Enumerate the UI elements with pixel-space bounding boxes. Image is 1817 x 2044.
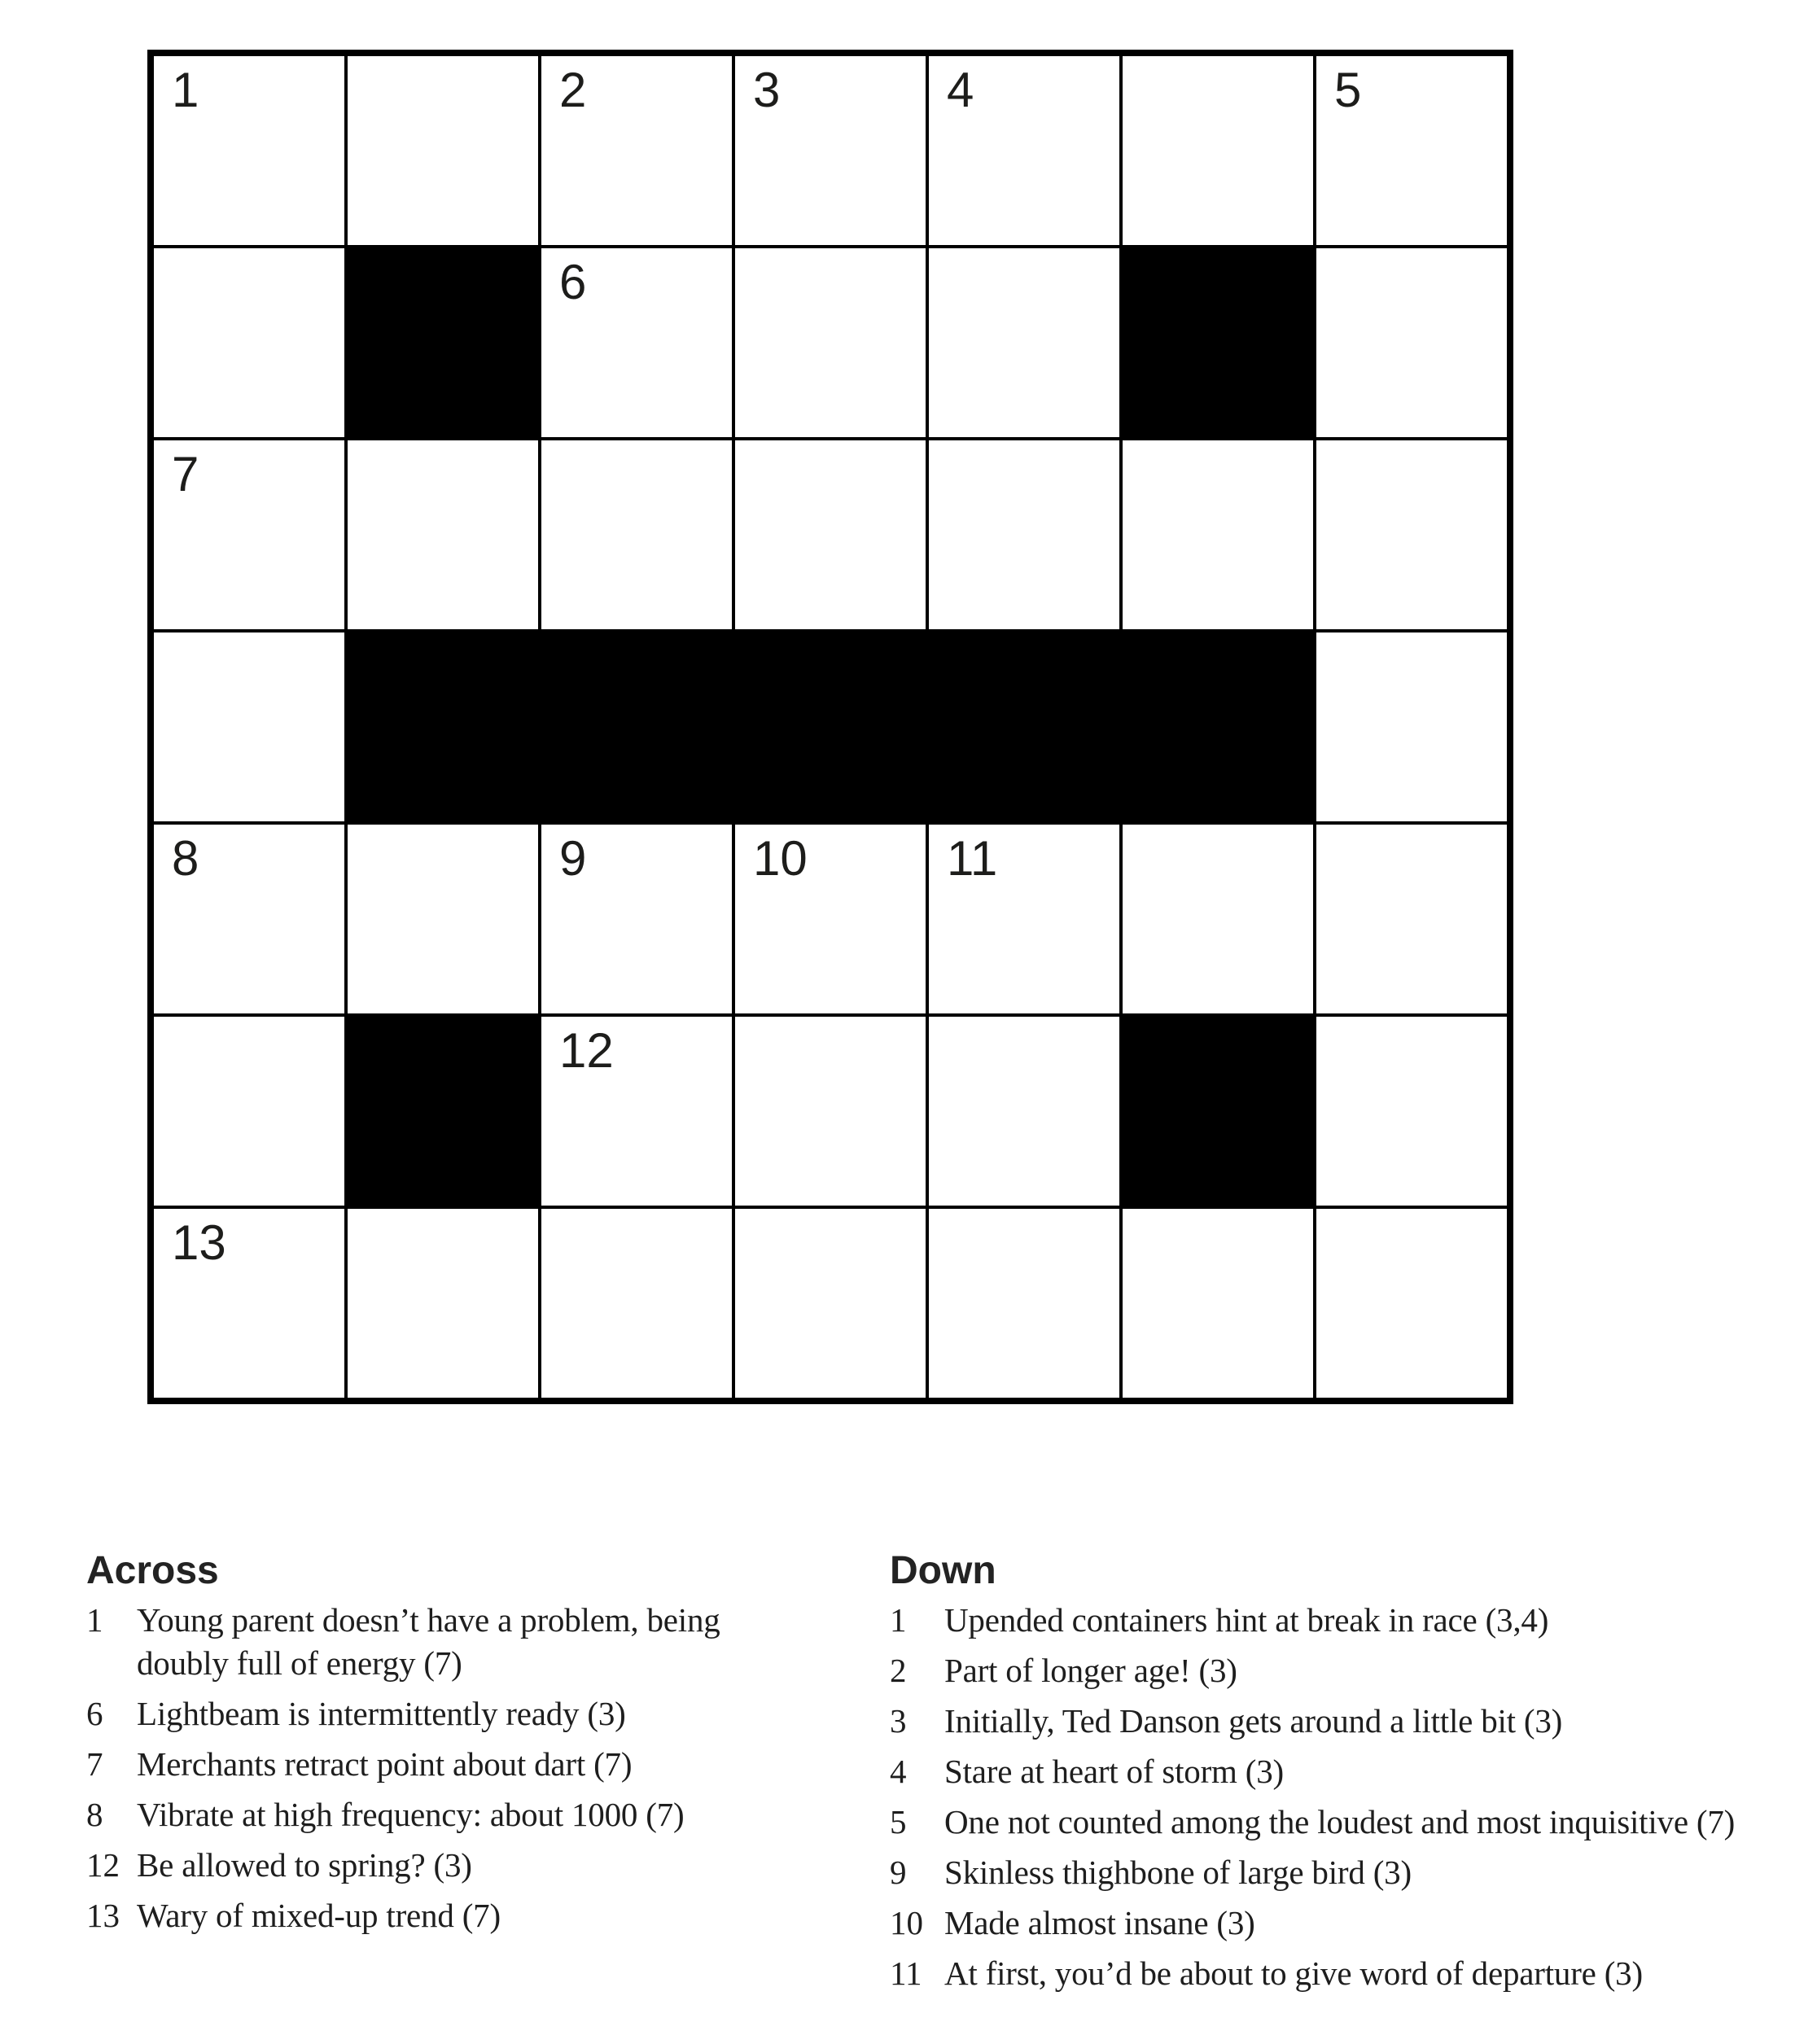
clue-across-7 <box>86 1743 884 1786</box>
clue-text-line: Upended containers hint at break in race (3,4) <box>944 1601 1549 1639</box>
clue-text <box>137 1894 884 1937</box>
clue-text-line: Lightbeam is intermittently ready (3) <box>137 1695 626 1732</box>
clue-text-line: doubly full of energy (7) <box>137 1644 462 1682</box>
grid-cell-r7c5[interactable] <box>927 1207 1121 1399</box>
clue-number: 5 <box>890 1803 907 1840</box>
grid-cell-r1c6[interactable] <box>1121 55 1315 247</box>
across-header: Across <box>86 1549 219 1592</box>
grid-cell-r7c6[interactable] <box>1121 1207 1315 1399</box>
clue-text <box>137 1599 884 1685</box>
grid-cell-r7c7[interactable] <box>1315 1207 1508 1399</box>
clue-text-line: One not counted among the loudest and most inquisitive (7) <box>944 1803 1736 1840</box>
clue-text <box>137 1793 884 1836</box>
clue-number: 11 <box>890 1954 922 1992</box>
cell-number-13: 13 <box>172 1215 226 1270</box>
clue-across-6 <box>86 1692 884 1735</box>
cell-number-9: 9 <box>559 831 587 886</box>
black-cell-r4c5 <box>927 631 1121 823</box>
down-header: Down <box>890 1549 996 1592</box>
down-section <box>890 1548 1817 2002</box>
grid-cell-r6c3[interactable] <box>540 1015 733 1207</box>
black-cell-r2c6 <box>1121 247 1315 439</box>
clue-text-line: Stare at heart of storm (3) <box>944 1753 1284 1790</box>
black-cell-r6c6 <box>1121 1015 1315 1207</box>
clue-number: 10 <box>890 1904 923 1941</box>
cell-number-7: 7 <box>172 447 199 501</box>
clue-text <box>137 1743 884 1786</box>
clue-text <box>944 1700 1817 1743</box>
grid-cell-r2c1[interactable] <box>152 247 346 439</box>
grid-cell-r3c1[interactable] <box>152 439 346 631</box>
grid-cell-r3c4[interactable] <box>733 439 927 631</box>
clue-down-2 <box>890 1649 1817 1692</box>
clue-text-line: Young parent doesn’t have a problem, being <box>137 1601 720 1639</box>
clue-number: 3 <box>890 1702 907 1740</box>
clue-text-line: Skinless thighbone of large bird (3) <box>944 1854 1412 1891</box>
clue-text <box>137 1844 884 1887</box>
clue-text-line: Merchants retract point about dart (7) <box>137 1745 633 1783</box>
clue-across-12 <box>86 1844 884 1887</box>
clue-down-4 <box>890 1750 1817 1793</box>
clue-text-line: Be allowed to spring? (3) <box>137 1846 472 1884</box>
grid-cell-r3c3[interactable] <box>540 439 733 631</box>
black-cell-r4c3 <box>540 631 733 823</box>
clue-across-1 <box>86 1599 884 1685</box>
grid-cell-r3c6[interactable] <box>1121 439 1315 631</box>
clue-number: 13 <box>86 1897 120 1934</box>
across-clue-list <box>86 1599 884 1937</box>
clue-number: 6 <box>86 1695 103 1732</box>
grid-cell-r6c1[interactable] <box>152 1015 346 1207</box>
grid-cell-r1c2[interactable] <box>346 55 540 247</box>
grid-cell-r5c5[interactable] <box>927 823 1121 1015</box>
grid-cell-r2c4[interactable] <box>733 247 927 439</box>
grid-cell-r5c7[interactable] <box>1315 823 1508 1015</box>
clue-across-8 <box>86 1793 884 1836</box>
grid-cell-r3c5[interactable] <box>927 439 1121 631</box>
clue-down-9 <box>890 1851 1817 1894</box>
grid-cell-r7c2[interactable] <box>346 1207 540 1399</box>
cell-number-8: 8 <box>172 831 199 886</box>
grid-cell-r2c3[interactable] <box>540 247 733 439</box>
clue-number: 12 <box>86 1846 120 1884</box>
grid-cell-r6c5[interactable] <box>927 1015 1121 1207</box>
cell-number-12: 12 <box>559 1023 614 1078</box>
grid-cell-r1c4[interactable] <box>733 55 927 247</box>
black-cell-r6c2 <box>346 1015 540 1207</box>
clue-text <box>944 1750 1817 1793</box>
grid-cell-r7c4[interactable] <box>733 1207 927 1399</box>
grid-cell-r5c1[interactable] <box>152 823 346 1015</box>
clue-text-line: At first, you’d be about to give word of departure (3) <box>944 1954 1643 1992</box>
clue-number: 2 <box>890 1652 907 1689</box>
grid-cell-r2c7[interactable] <box>1315 247 1508 439</box>
grid-cell-r1c7[interactable] <box>1315 55 1508 247</box>
clue-text-line: Vibrate at high frequency: about 1000 (7) <box>137 1796 685 1833</box>
cell-number-3: 3 <box>753 63 781 117</box>
grid-cell-r4c7[interactable] <box>1315 631 1508 823</box>
clue-text <box>944 1952 1817 1995</box>
clue-down-11 <box>890 1952 1817 1995</box>
crossword-grid <box>147 50 1513 1404</box>
grid-cell-r1c3[interactable] <box>540 55 733 247</box>
black-cell-r2c2 <box>346 247 540 439</box>
clue-text-line: Made almost insane (3) <box>944 1904 1255 1941</box>
grid-cell-r2c5[interactable] <box>927 247 1121 439</box>
clue-down-3 <box>890 1700 1817 1743</box>
clue-text <box>944 1902 1817 1945</box>
grid-cell-r6c4[interactable] <box>733 1015 927 1207</box>
black-cell-r4c4 <box>733 631 927 823</box>
clue-number: 9 <box>890 1854 907 1891</box>
clue-text-line: Part of longer age! (3) <box>944 1652 1237 1689</box>
grid-cell-r5c3[interactable] <box>540 823 733 1015</box>
grid-cell-r1c5[interactable] <box>927 55 1121 247</box>
grid-cell-r3c2[interactable] <box>346 439 540 631</box>
cell-number-5: 5 <box>1334 63 1362 117</box>
clue-text <box>944 1599 1817 1642</box>
clue-down-1 <box>890 1599 1817 1642</box>
clue-down-5 <box>890 1801 1817 1844</box>
grid-cell-r1c1[interactable] <box>152 55 346 247</box>
clue-down-10 <box>890 1902 1817 1945</box>
grid-cell-r7c1[interactable] <box>152 1207 346 1399</box>
clue-text <box>944 1851 1817 1894</box>
clue-text <box>137 1692 884 1735</box>
black-cell-r4c6 <box>1121 631 1315 823</box>
grid-cell-r3c7[interactable] <box>1315 439 1508 631</box>
grid-cell-r6c7[interactable] <box>1315 1015 1508 1207</box>
across-section <box>86 1548 884 1945</box>
cell-number-6: 6 <box>559 255 587 309</box>
cell-number-4: 4 <box>947 63 974 117</box>
clue-number: 8 <box>86 1796 103 1833</box>
grid-cell-r5c4[interactable] <box>733 823 927 1015</box>
grid-cell-r4c1[interactable] <box>152 631 346 823</box>
clue-across-13 <box>86 1894 884 1937</box>
cell-number-10: 10 <box>753 831 808 886</box>
clue-text-line: Wary of mixed-up trend (7) <box>137 1897 501 1934</box>
clue-number: 1 <box>86 1601 103 1639</box>
cell-number-11: 11 <box>947 831 998 886</box>
grid-cell-r5c2[interactable] <box>346 823 540 1015</box>
down-clue-list <box>890 1599 1817 1995</box>
grid-cell-r5c6[interactable] <box>1121 823 1315 1015</box>
cell-number-1: 1 <box>172 63 199 117</box>
clue-text <box>944 1801 1817 1844</box>
clue-text <box>944 1649 1817 1692</box>
clue-number: 7 <box>86 1745 103 1783</box>
black-cell-r4c2 <box>346 631 540 823</box>
clue-number: 1 <box>890 1601 907 1639</box>
clue-number: 4 <box>890 1753 907 1790</box>
clue-text-line: Initially, Ted Danson gets around a little bit (3) <box>944 1702 1563 1740</box>
grid-cell-r7c3[interactable] <box>540 1207 733 1399</box>
cell-number-2: 2 <box>559 63 587 117</box>
